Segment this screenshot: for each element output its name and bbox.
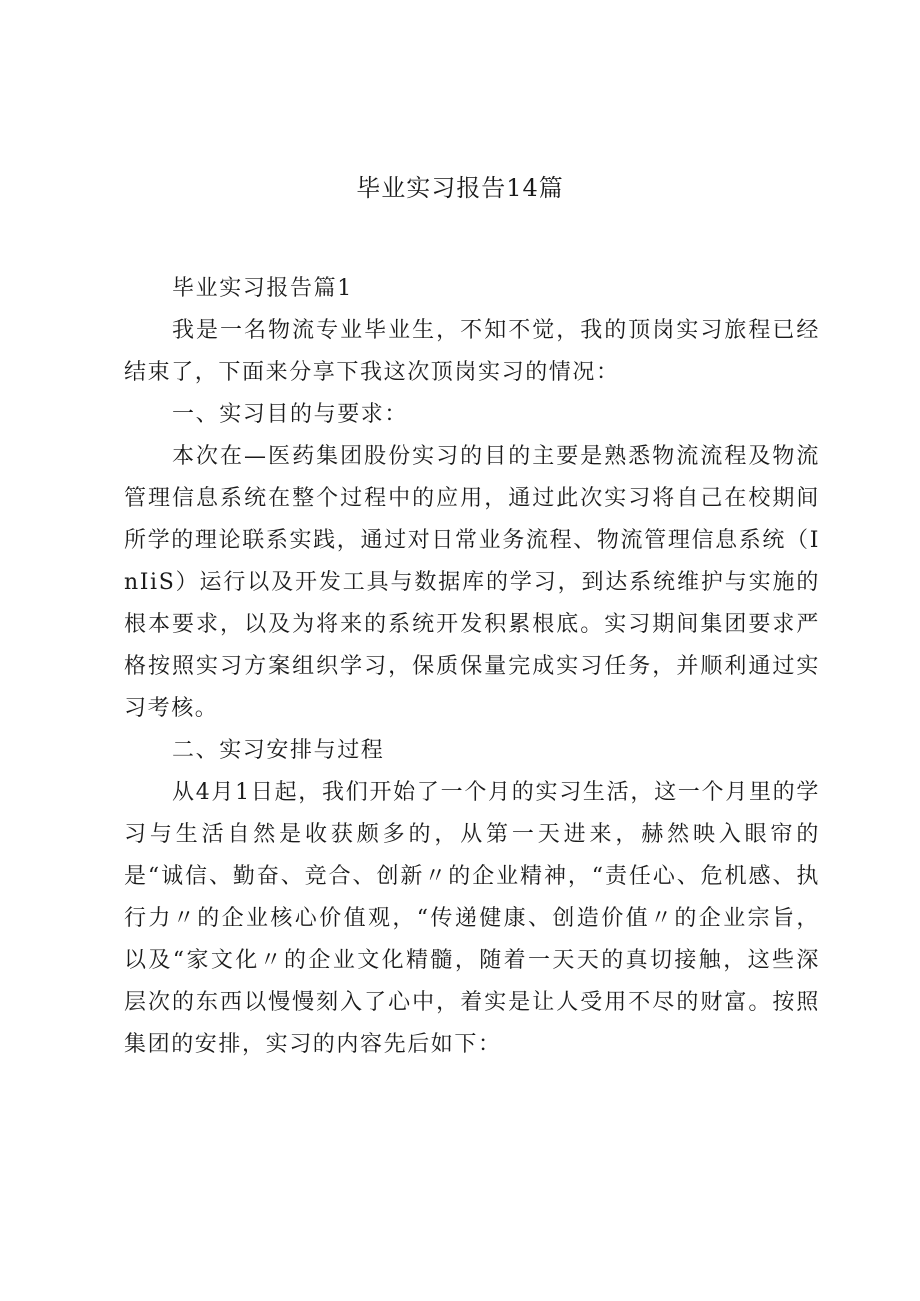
section-heading-purpose: 一、实习目的与要求：	[172, 402, 409, 427]
section-heading-report-1: 毕业实习报告篇1	[172, 276, 353, 301]
paragraph-arrangement: 从4月1日起，我们开始了一个月的实习生活，这一个月里的学习与生活自然是收获颇多的，从第一天进来，赫然映入眼帘的是“诚信、勤奋、竞合、创新〃的企业精神，“责任心、危机感、执行力〃的企业核心价值观，“传递健康、创造价值〃的企业宗旨，以及“家文化〃的企业文化精髓，随着一天天的真切接触，这些深层次的东西以慢慢刻入了心中，着实是让人受用不尽的财富。按照集团的安排，实习的内容先后如下：	[124, 780, 820, 1057]
paragraph-purpose: 本次在—医药集团股份实习的目的主要是熟悉物流流程及物流管理信息系统在整个过程中的应用，通过此次实习将自己在校期间所学的理论联系实践，通过对日常业务流程、物流管理信息系统（InIiS）运行以及开发工具与数据库的学习，到达系统维护与实施的根本要求，以及为将来的系统开发积累根底。实习期间集团要求严格按照实习方案组织学习，保质保量完成实习任务，并顺利通过实习考核。	[124, 444, 820, 721]
paragraph-intro: 我是一名物流专业毕业生，不知不觉，我的顶岗实习旅程已经结束了，下面来分享下我这次顶岗实习的情况：	[124, 318, 820, 385]
document-body	[124, 268, 820, 1066]
section-heading-arrangement: 二、实习安排与过程	[172, 738, 385, 763]
document-title: 毕业实习报告14篇	[356, 174, 564, 202]
